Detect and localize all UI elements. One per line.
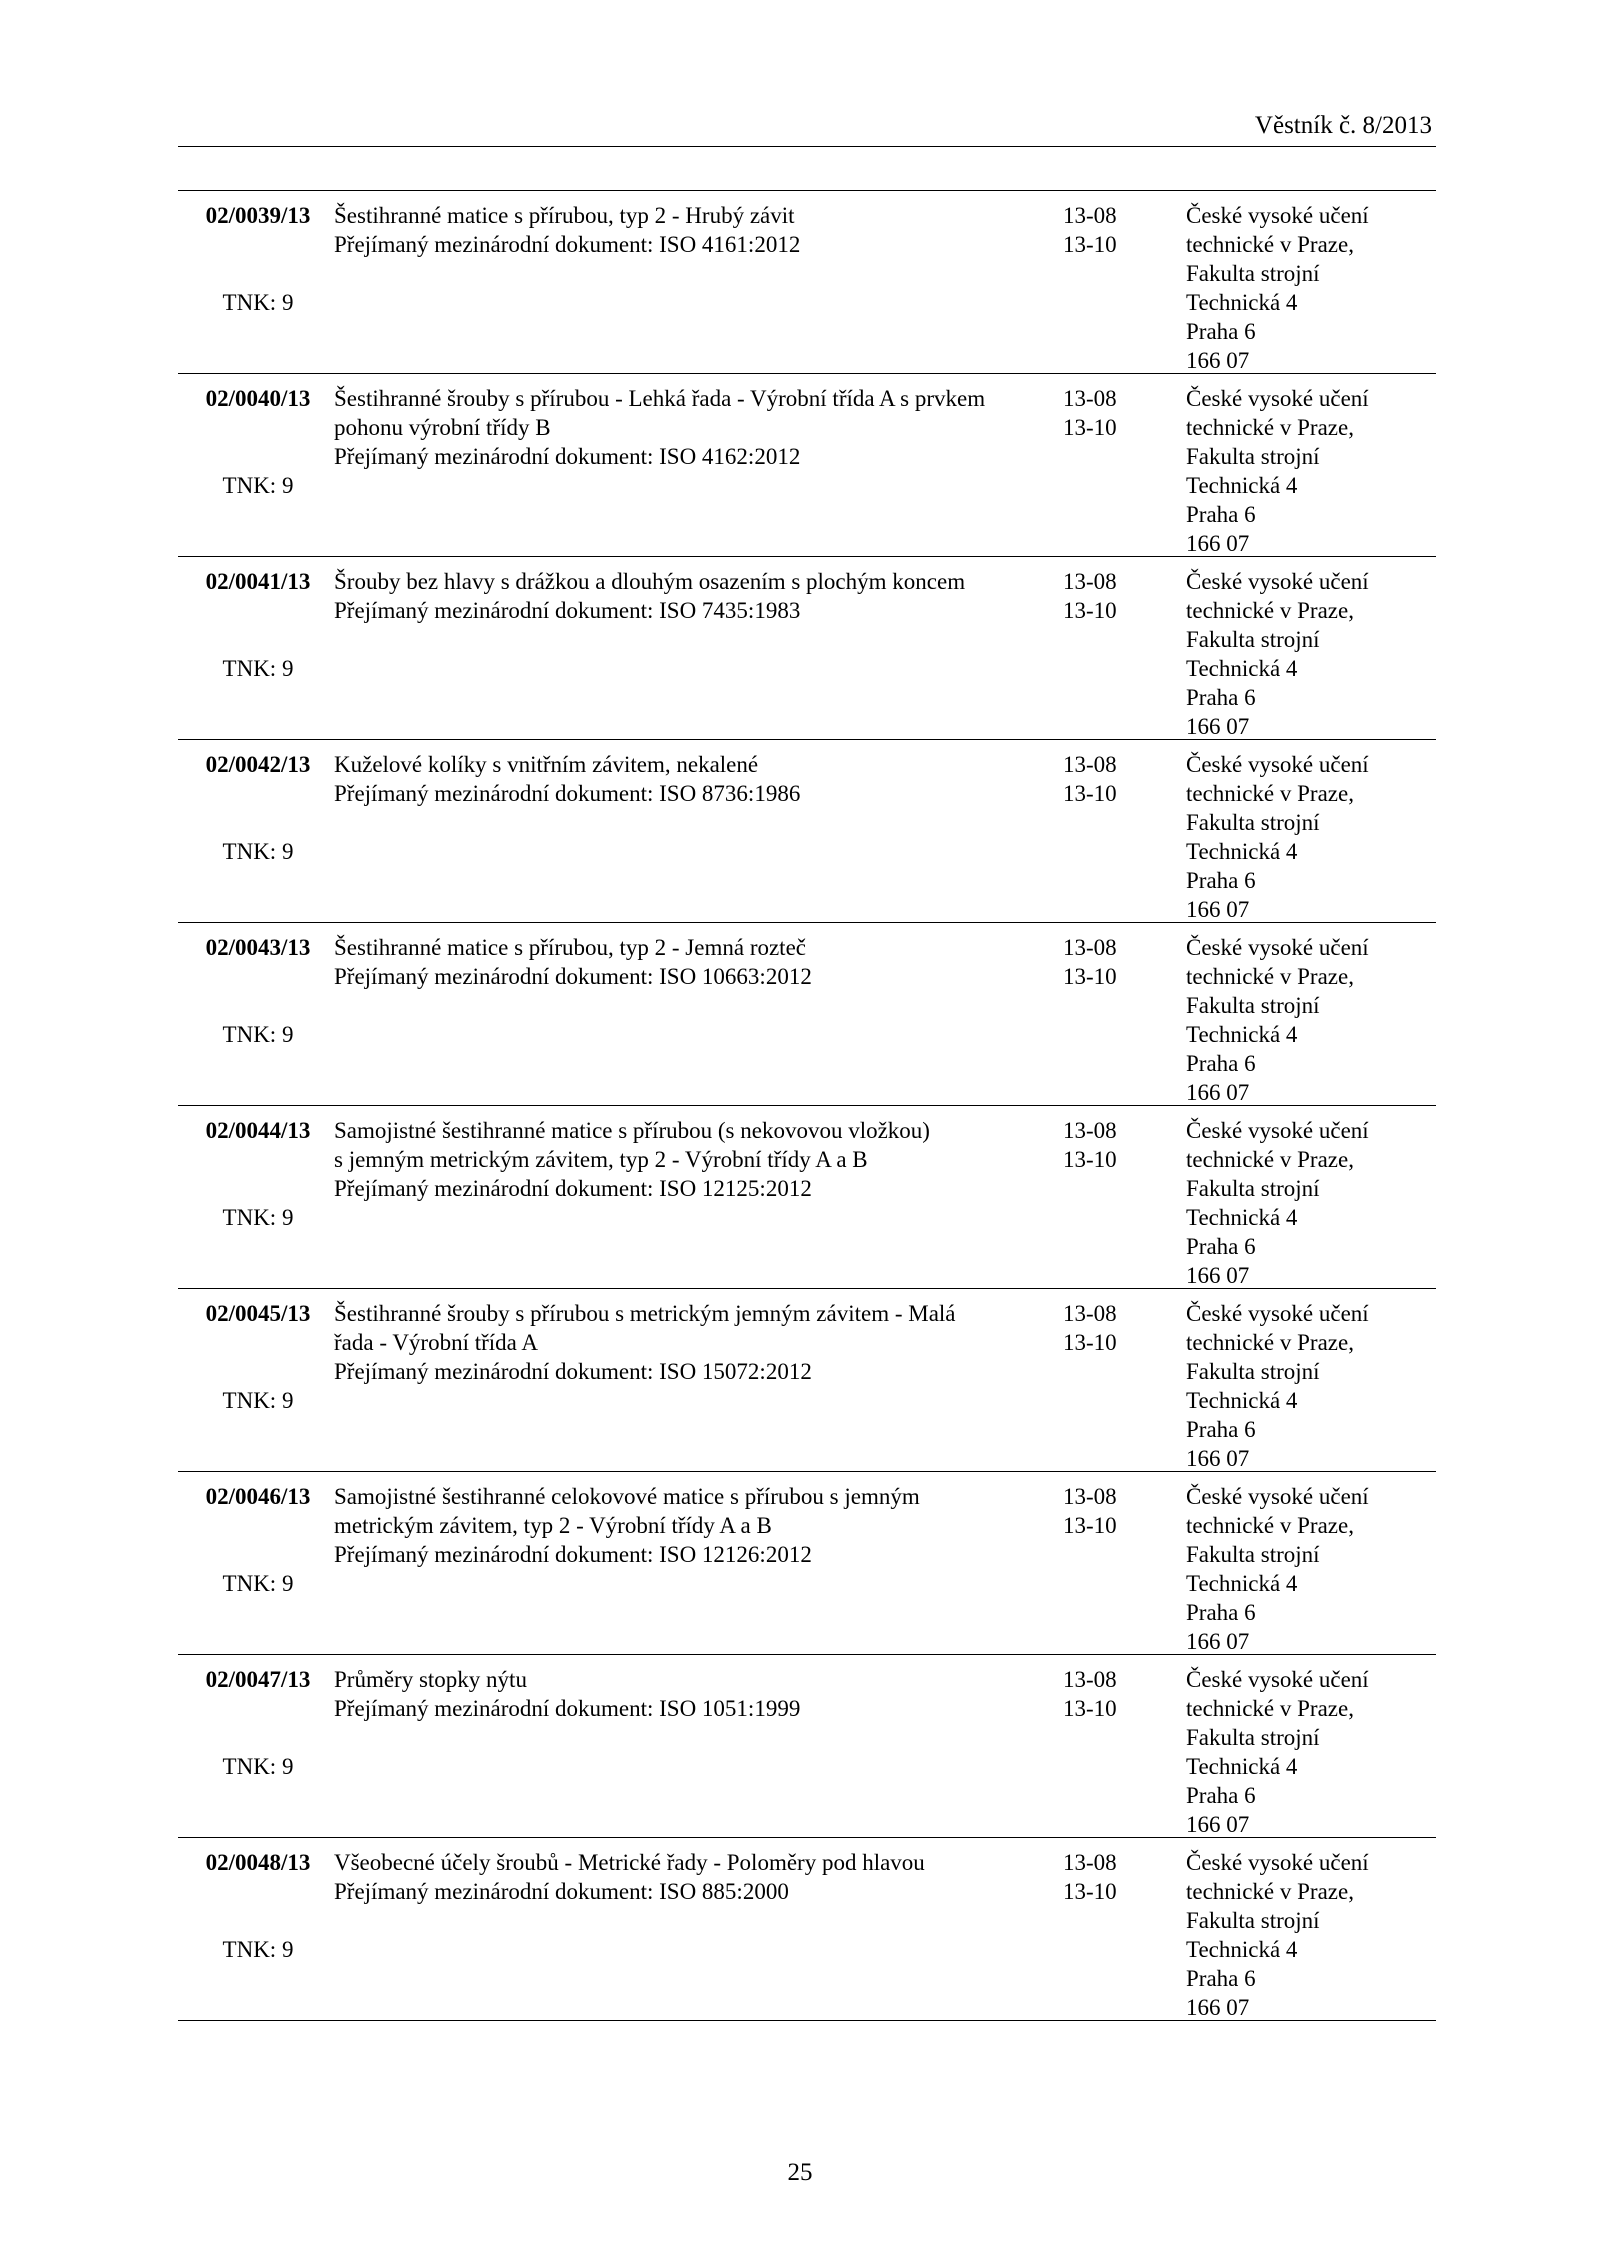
entry-dates xyxy=(1063,750,1153,808)
organization-line: technické v Praze, xyxy=(1186,1147,1354,1172)
entry-code: 02/0047/13 xyxy=(205,1667,311,1692)
organization-line: 166 07 xyxy=(1186,897,1250,922)
entry-code: 02/0043/13 xyxy=(205,935,311,960)
entry-organization xyxy=(1186,1299,1436,1473)
description-line: pohonu výrobní třídy B xyxy=(334,415,551,440)
entry-tnk: TNK: 9 xyxy=(222,290,294,315)
organization-line: Technická 4 xyxy=(1186,1937,1298,1962)
date-value: 13-10 xyxy=(1063,1330,1117,1355)
organization-line: Fakulta strojní xyxy=(1186,1542,1320,1567)
entry-organization xyxy=(1186,384,1436,558)
organization-line: Praha 6 xyxy=(1186,319,1256,344)
description-line: řada - Výrobní třída A xyxy=(334,1330,538,1355)
entry-dates xyxy=(1063,1482,1153,1540)
organization-line: 166 07 xyxy=(1186,348,1250,373)
entry-dates xyxy=(1063,1665,1153,1723)
date-value: 13-10 xyxy=(1063,1696,1117,1721)
entry-organization xyxy=(1186,201,1436,375)
entry-dates xyxy=(1063,933,1153,991)
organization-line: Technická 4 xyxy=(1186,290,1298,315)
description-line: Přejímaný mezinárodní dokument: ISO 12126:2012 xyxy=(334,1542,812,1567)
description-line: Přejímaný mezinárodní dokument: ISO 4161:2012 xyxy=(334,232,801,257)
date-value: 13-08 xyxy=(1063,1850,1117,1875)
page-header xyxy=(178,108,1436,147)
list-item xyxy=(178,740,1436,923)
description-line: Samojistné šestihranné celokovové matice s přírubou s jemným xyxy=(334,1484,920,1509)
entry-organization xyxy=(1186,750,1436,924)
organization-line: Fakulta strojní xyxy=(1186,1725,1320,1750)
entry-code: 02/0040/13 xyxy=(205,386,311,411)
entry-identifier xyxy=(188,1116,328,1232)
entry-organization xyxy=(1186,1116,1436,1290)
description-line: Samojistné šestihranné matice s přírubou (s nekovovou vložkou) xyxy=(334,1118,930,1143)
date-value: 13-10 xyxy=(1063,1513,1117,1538)
entry-code: 02/0046/13 xyxy=(205,1484,311,1509)
organization-line: Technická 4 xyxy=(1186,1754,1298,1779)
organization-line: Praha 6 xyxy=(1186,1600,1256,1625)
description-line: Přejímaný mezinárodní dokument: ISO 15072:2012 xyxy=(334,1359,812,1384)
entry-code: 02/0045/13 xyxy=(205,1301,311,1326)
organization-line: České vysoké učení xyxy=(1186,1667,1369,1692)
organization-line: České vysoké učení xyxy=(1186,935,1369,960)
entry-identifier xyxy=(188,1482,328,1598)
date-value: 13-08 xyxy=(1063,1118,1117,1143)
organization-line: Technická 4 xyxy=(1186,1388,1298,1413)
date-value: 13-10 xyxy=(1063,415,1117,440)
description-line: Všeobecné účely šroubů - Metrické řady - Poloměry pod hlavou xyxy=(334,1850,925,1875)
organization-line: 166 07 xyxy=(1186,1446,1250,1471)
organization-line: České vysoké učení xyxy=(1186,1118,1369,1143)
organization-line: Fakulta strojní xyxy=(1186,1176,1320,1201)
organization-line: Fakulta strojní xyxy=(1186,261,1320,286)
organization-line: Praha 6 xyxy=(1186,868,1256,893)
organization-line: Fakulta strojní xyxy=(1186,444,1320,469)
organization-line: Fakulta strojní xyxy=(1186,1359,1320,1384)
organization-line: Fakulta strojní xyxy=(1186,627,1320,652)
description-line: Přejímaný mezinárodní dokument: ISO 1051:1999 xyxy=(334,1696,801,1721)
entry-organization xyxy=(1186,567,1436,741)
description-line: Kuželové kolíky s vnitřním závitem, nekalené xyxy=(334,752,759,777)
description-line: Šestihranné šrouby s přírubou s metrickým jemným závitem - Malá xyxy=(334,1301,956,1326)
entry-dates xyxy=(1063,1848,1153,1906)
organization-line: Praha 6 xyxy=(1186,502,1256,527)
list-item xyxy=(178,1472,1436,1655)
entry-identifier xyxy=(188,201,328,317)
organization-line: Praha 6 xyxy=(1186,1417,1256,1442)
publication-title: Věstník č. 8/2013 xyxy=(1254,112,1432,139)
entry-identifier xyxy=(188,384,328,500)
entry-tnk: TNK: 9 xyxy=(222,1205,294,1230)
entry-dates xyxy=(1063,1299,1153,1357)
entry-identifier xyxy=(188,750,328,866)
entry-code: 02/0048/13 xyxy=(205,1850,311,1875)
entry-tnk: TNK: 9 xyxy=(222,1022,294,1047)
description-line: Přejímaný mezinárodní dokument: ISO 7435:1983 xyxy=(334,598,801,623)
organization-line: Technická 4 xyxy=(1186,1205,1298,1230)
list-item xyxy=(178,1289,1436,1472)
organization-line: Technická 4 xyxy=(1186,656,1298,681)
organization-line: Praha 6 xyxy=(1186,1234,1256,1259)
organization-line: Fakulta strojní xyxy=(1186,810,1320,835)
entry-code: 02/0039/13 xyxy=(205,203,311,228)
list-item xyxy=(178,374,1436,557)
date-value: 13-10 xyxy=(1063,781,1117,806)
organization-line: Praha 6 xyxy=(1186,685,1256,710)
list-item xyxy=(178,923,1436,1106)
entry-identifier xyxy=(188,1665,328,1781)
entry-organization xyxy=(1186,1482,1436,1656)
organization-line: České vysoké učení xyxy=(1186,386,1369,411)
entry-tnk: TNK: 9 xyxy=(222,1937,294,1962)
organization-line: České vysoké učení xyxy=(1186,569,1369,594)
description-line: Šestihranné matice s přírubou, typ 2 - Jemná rozteč xyxy=(334,935,806,960)
organization-line: technické v Praze, xyxy=(1186,781,1354,806)
date-value: 13-08 xyxy=(1063,1667,1117,1692)
description-line: s jemným metrickým závitem, typ 2 - Výrobní třídy A a B xyxy=(334,1147,868,1172)
entry-tnk: TNK: 9 xyxy=(222,1754,294,1779)
list-item xyxy=(178,1838,1436,2021)
date-value: 13-08 xyxy=(1063,569,1117,594)
organization-line: 166 07 xyxy=(1186,531,1250,556)
entry-tnk: TNK: 9 xyxy=(222,839,294,864)
entry-code: 02/0044/13 xyxy=(205,1118,311,1143)
description-line: Šrouby bez hlavy s drážkou a dlouhým osazením s plochým koncem xyxy=(334,569,966,594)
entry-dates xyxy=(1063,201,1153,259)
standards-list xyxy=(178,190,1436,2021)
entry-code: 02/0042/13 xyxy=(205,752,311,777)
organization-line: České vysoké učení xyxy=(1186,1484,1369,1509)
entry-identifier xyxy=(188,567,328,683)
entry-tnk: TNK: 9 xyxy=(222,1388,294,1413)
entry-code: 02/0041/13 xyxy=(205,569,311,594)
entry-identifier xyxy=(188,1848,328,1964)
description-line: Přejímaný mezinárodní dokument: ISO 10663:2012 xyxy=(334,964,812,989)
entry-identifier xyxy=(188,1299,328,1415)
organization-line: Praha 6 xyxy=(1186,1966,1256,1991)
organization-line: technické v Praze, xyxy=(1186,1513,1354,1538)
date-value: 13-08 xyxy=(1063,935,1117,960)
description-line: Šestihranné matice s přírubou, typ 2 - Hrubý závit xyxy=(334,203,795,228)
organization-line: Fakulta strojní xyxy=(1186,1908,1320,1933)
entry-organization xyxy=(1186,933,1436,1107)
entry-dates xyxy=(1063,1116,1153,1174)
organization-line: 166 07 xyxy=(1186,714,1250,739)
description-line: Průměry stopky nýtu xyxy=(334,1667,527,1692)
entry-tnk: TNK: 9 xyxy=(222,1571,294,1596)
page-number: 25 xyxy=(787,2159,813,2186)
organization-line: 166 07 xyxy=(1186,1263,1250,1288)
description-line: Přejímaný mezinárodní dokument: ISO 885:2000 xyxy=(334,1879,789,1904)
organization-line: Technická 4 xyxy=(1186,473,1298,498)
organization-line: technické v Praze, xyxy=(1186,1879,1354,1904)
date-value: 13-10 xyxy=(1063,1147,1117,1172)
date-value: 13-10 xyxy=(1063,1879,1117,1904)
description-line: Přejímaný mezinárodní dokument: ISO 12125:2012 xyxy=(334,1176,812,1201)
entry-dates xyxy=(1063,384,1153,442)
date-value: 13-10 xyxy=(1063,598,1117,623)
organization-line: 166 07 xyxy=(1186,1995,1250,2020)
entry-organization xyxy=(1186,1665,1436,1839)
date-value: 13-08 xyxy=(1063,386,1117,411)
organization-line: 166 07 xyxy=(1186,1080,1250,1105)
list-item xyxy=(178,1655,1436,1838)
list-item xyxy=(178,557,1436,740)
list-item xyxy=(178,1106,1436,1289)
date-value: 13-10 xyxy=(1063,964,1117,989)
organization-line: Technická 4 xyxy=(1186,1022,1298,1047)
entry-dates xyxy=(1063,567,1153,625)
organization-line: technické v Praze, xyxy=(1186,964,1354,989)
organization-line: České vysoké učení xyxy=(1186,752,1369,777)
organization-line: Praha 6 xyxy=(1186,1783,1256,1808)
organization-line: České vysoké učení xyxy=(1186,1301,1369,1326)
organization-line: České vysoké učení xyxy=(1186,1850,1369,1875)
date-value: 13-08 xyxy=(1063,1484,1117,1509)
organization-line: Praha 6 xyxy=(1186,1051,1256,1076)
organization-line: technické v Praze, xyxy=(1186,1696,1354,1721)
organization-line: České vysoké učení xyxy=(1186,203,1369,228)
organization-line: Fakulta strojní xyxy=(1186,993,1320,1018)
description-line: Šestihranné šrouby s přírubou - Lehká řada - Výrobní třída A s prvkem xyxy=(334,386,986,411)
entry-tnk: TNK: 9 xyxy=(222,656,294,681)
date-value: 13-08 xyxy=(1063,752,1117,777)
description-line: metrickým závitem, typ 2 - Výrobní třídy A a B xyxy=(334,1513,772,1538)
organization-line: technické v Praze, xyxy=(1186,1330,1354,1355)
organization-line: technické v Praze, xyxy=(1186,598,1354,623)
entry-tnk: TNK: 9 xyxy=(222,473,294,498)
organization-line: technické v Praze, xyxy=(1186,232,1354,257)
organization-line: 166 07 xyxy=(1186,1629,1250,1654)
list-item xyxy=(178,191,1436,374)
description-line: Přejímaný mezinárodní dokument: ISO 8736:1986 xyxy=(334,781,801,806)
description-line: Přejímaný mezinárodní dokument: ISO 4162:2012 xyxy=(334,444,801,469)
date-value: 13-08 xyxy=(1063,203,1117,228)
date-value: 13-10 xyxy=(1063,232,1117,257)
entry-organization xyxy=(1186,1848,1436,2022)
organization-line: Technická 4 xyxy=(1186,839,1298,864)
entry-identifier xyxy=(188,933,328,1049)
organization-line: technické v Praze, xyxy=(1186,415,1354,440)
organization-line: Technická 4 xyxy=(1186,1571,1298,1596)
date-value: 13-08 xyxy=(1063,1301,1117,1326)
organization-line: 166 07 xyxy=(1186,1812,1250,1837)
